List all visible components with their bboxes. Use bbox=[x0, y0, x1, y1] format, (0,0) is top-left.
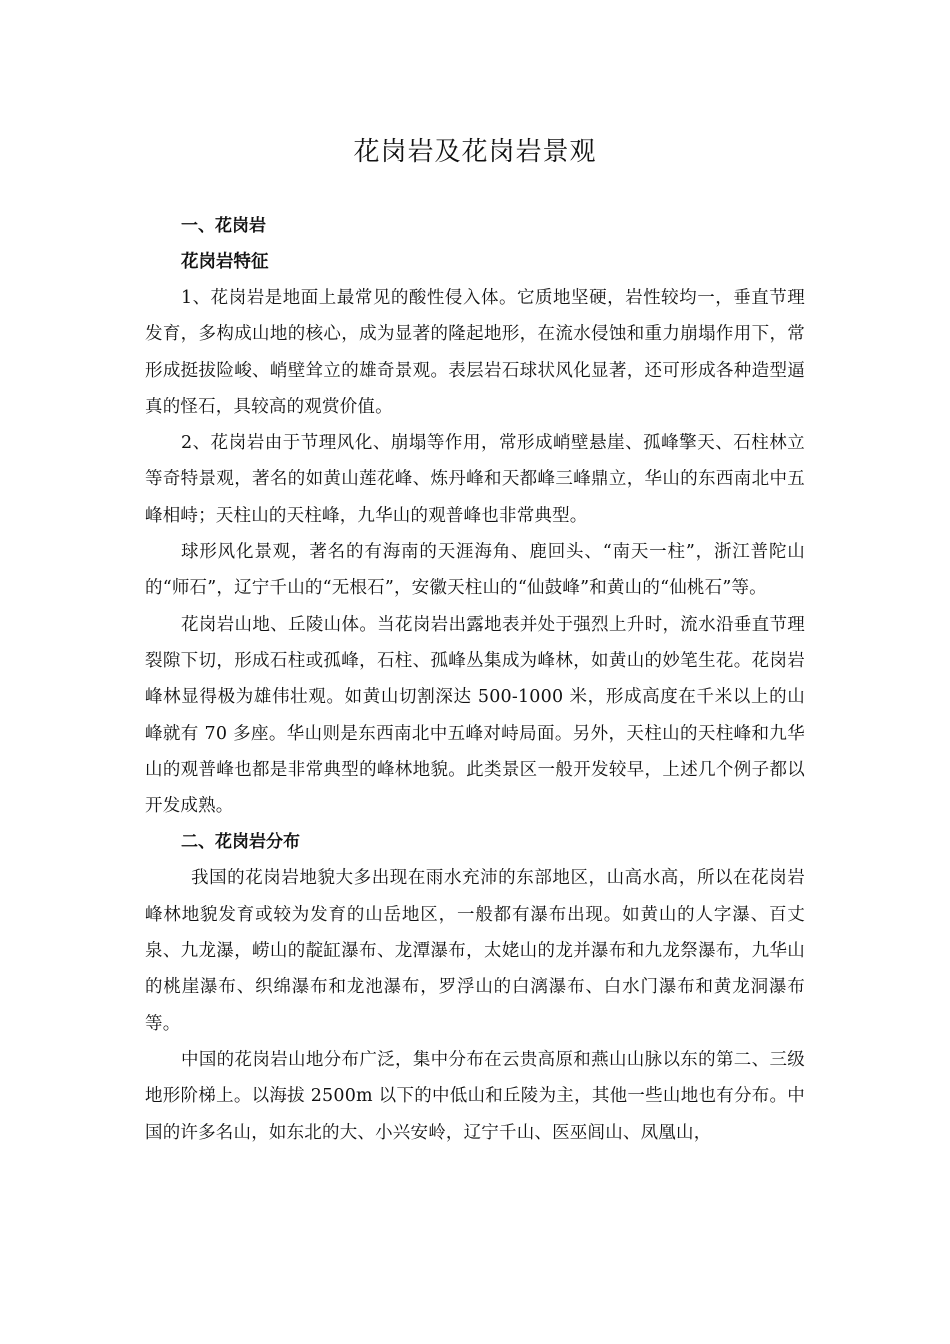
section-heading: 二、花岗岩分布 bbox=[181, 832, 300, 853]
paragraph: 我国的花岗岩地貌大多出现在雨水充沛的东部地区，山高水高，所以在花岗岩峰林地貌发育或较为发育的山岳地区，一般都有瀑布出现。如黄山的人字瀑、百丈泉、九龙瀑，崂山的靛缸瀑布、龙潭瀑布，太姥山的龙并瀑布和九龙祭瀑布，九华山的桃崖瀑布、织绵瀑布和龙池瀑布，罗浮山的白漓瀑布、白水门瀑布和黄龙洞瀑布等。 bbox=[145, 868, 805, 1034]
paragraph: 花岗岩山地、丘陵山体。当花岗岩出露地表并处于强烈上升时，流水沿垂直节理裂隙下切，形成石柱或孤峰，石柱、孤峰丛集成为峰林，如黄山的妙笔生花。花岗岩峰林显得极为雄伟壮观。如黄山切割深达 500-1000 米，形成高度在千米以上的山峰就有 70 多座。华山则是东西南北中五峰对峙局面。另外，天柱山的天柱峰和九华山的观普峰也都是非常典型的峰林地貌。此类景区一般开发较早，上述几个例子都以开发成熟。 bbox=[145, 614, 805, 817]
paragraph: 1、花岗岩是地面上最常见的酸性侵入体。它质地坚硬，岩性较均一，垂直节理发育，多构成山地的核心，成为显著的隆起地形，在流水侵蚀和重力崩塌作用下，常形成挺拔险峻、峭壁耸立的雄奇景观。表层岩石球状风化显著，还可形成各种造型逼真的怪石，具较高的观赏价值。 bbox=[145, 288, 805, 417]
section-heading: 一、花岗岩 bbox=[181, 216, 266, 236]
paragraph: 球形风化景观，著名的有海南的天涯海角、鹿回头、“南天一柱”，浙江普陀山的“师石”，辽宁千山的“无根石”，安徽天柱山的“仙鼓峰”和黄山的“仙桃石”等。 bbox=[145, 542, 805, 599]
subsection-heading: 花岗岩特征 bbox=[181, 252, 269, 272]
section-granite bbox=[145, 208, 805, 824]
paragraph: 中国的花岗岩山地分布广泛，集中分布在云贵高原和燕山山脉以东的第二、三级地形阶梯上。以海拔 2500m 以下的中低山和丘陵为主，其他一些山地也有分布。中国的许多名山，如东北的大、小兴安岭，辽宁千山、医巫闾山、凤凰山， bbox=[145, 1049, 805, 1143]
section-granite-distribution bbox=[145, 824, 805, 1150]
document-title: 花岗岩及花岗岩景观 bbox=[353, 137, 597, 167]
paragraph: 2、花岗岩由于节理风化、崩塌等作用，常形成峭壁悬崖、孤峰擎天、石柱林立等奇特景观，著名的如黄山莲花峰、炼丹峰和天都峰三峰鼎立，华山的东西南北中五峰相峙；天柱山的天柱峰，九华山的观普峰也非常典型。 bbox=[145, 433, 805, 526]
